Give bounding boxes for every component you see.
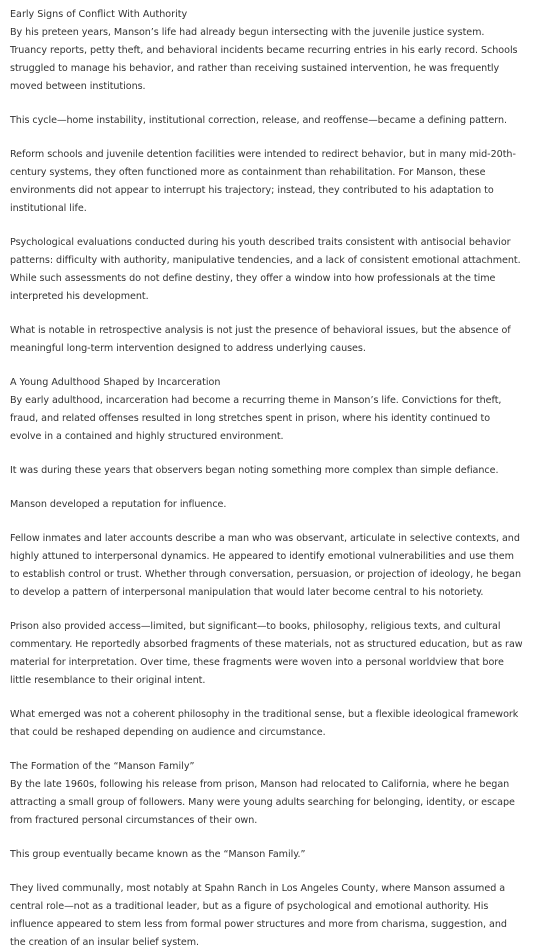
paragraph: Reform schools and juvenile detention facilities were intended to redirect behavior, but in many mid-20th-century systems, they often functioned more as containment than rehabilitation. For Manson, these environments did not appear to interrupt his trajectory; instead, they contributed to his adaptation to institutional life. <box>10 149 516 214</box>
paragraph: It was during these years that observers began noting something more complex than simple defiance. <box>10 465 499 476</box>
paragraph: They lived communally, most notably at Spahn Ranch in Los Angeles County, where Manson assumed a central role—not as a traditional leader, but as a figure of psychological and emotional authority. His influence appeared to stem less from formal power structures and more from charisma, suggestion, and the creation of an insular belief system. <box>10 883 507 948</box>
paragraph: What is notable in retrospective analysis is not just the presence of behavioral issues, but the absence of meaningful long-term intervention designed to address underlying causes. <box>10 325 511 354</box>
paragraph: By his preteen years, Manson’s life had already begun intersecting with the juvenile justice system. Truancy reports, petty theft, and behavioral incidents became recurring entries in his early record. Schools struggled to manage his behavior, and rather than receiving sustained intervention, he was frequently moved between institutions. <box>10 27 518 92</box>
section-heading: The Formation of the “Manson Family” <box>10 761 195 772</box>
paragraph: This group eventually became known as the “Manson Family.” <box>10 849 306 860</box>
paragraph: By the late 1960s, following his release from prison, Manson had relocated to California, where he began attracting a small group of followers. Many were young adults searching for belonging, identity, or escape from fractured personal circumstances of their own. <box>10 779 515 826</box>
paragraph: Manson developed a reputation for influence. <box>10 499 227 510</box>
paragraph: By early adulthood, incarceration had become a recurring theme in Manson’s life. Convictions for theft, fraud, and related offenses resulted in long stretches spent in prison, where his identity continued to evolve in a contained and highly structured environment. <box>10 395 502 442</box>
paragraph: What emerged was not a coherent philosophy in the traditional sense, but a flexible ideological framework that could be reshaped depending on audience and circumstance. <box>10 709 519 738</box>
section-heading: A Young Adulthood Shaped by Incarceration <box>10 377 221 388</box>
section-heading: Early Signs of Conflict With Authority <box>10 9 188 20</box>
paragraph: Prison also provided access—limited, but significant—to books, philosophy, religious texts, and cultural commentary. He reportedly absorbed fragments of these materials, not as structured education, but as raw material for interpretation. Over time, these fragments were woven into a personal worldview that bore little resemblance to their original intent. <box>10 621 523 686</box>
paragraph: Fellow inmates and later accounts describe a man who was observant, articulate in selective contexts, and highly attuned to interpersonal dynamics. He appeared to identify emotional vulnerabilities and use them to establish control or trust. Whether through conversation, persuasion, or projection of ideology, he began to develop a pattern of interpersonal manipulation that would later become central to his notoriety. <box>10 533 521 598</box>
paragraph: This cycle—home instability, institutional correction, release, and reoffense—became a defining pattern. <box>10 115 507 126</box>
paragraph: Psychological evaluations conducted during his youth described traits consistent with antisocial behavior patterns: difficulty with authority, manipulative tendencies, and a lack of consistent emotional attachment. While such assessments do not define destiny, they offer a window into how professionals at the time interpreted his development. <box>10 237 521 302</box>
